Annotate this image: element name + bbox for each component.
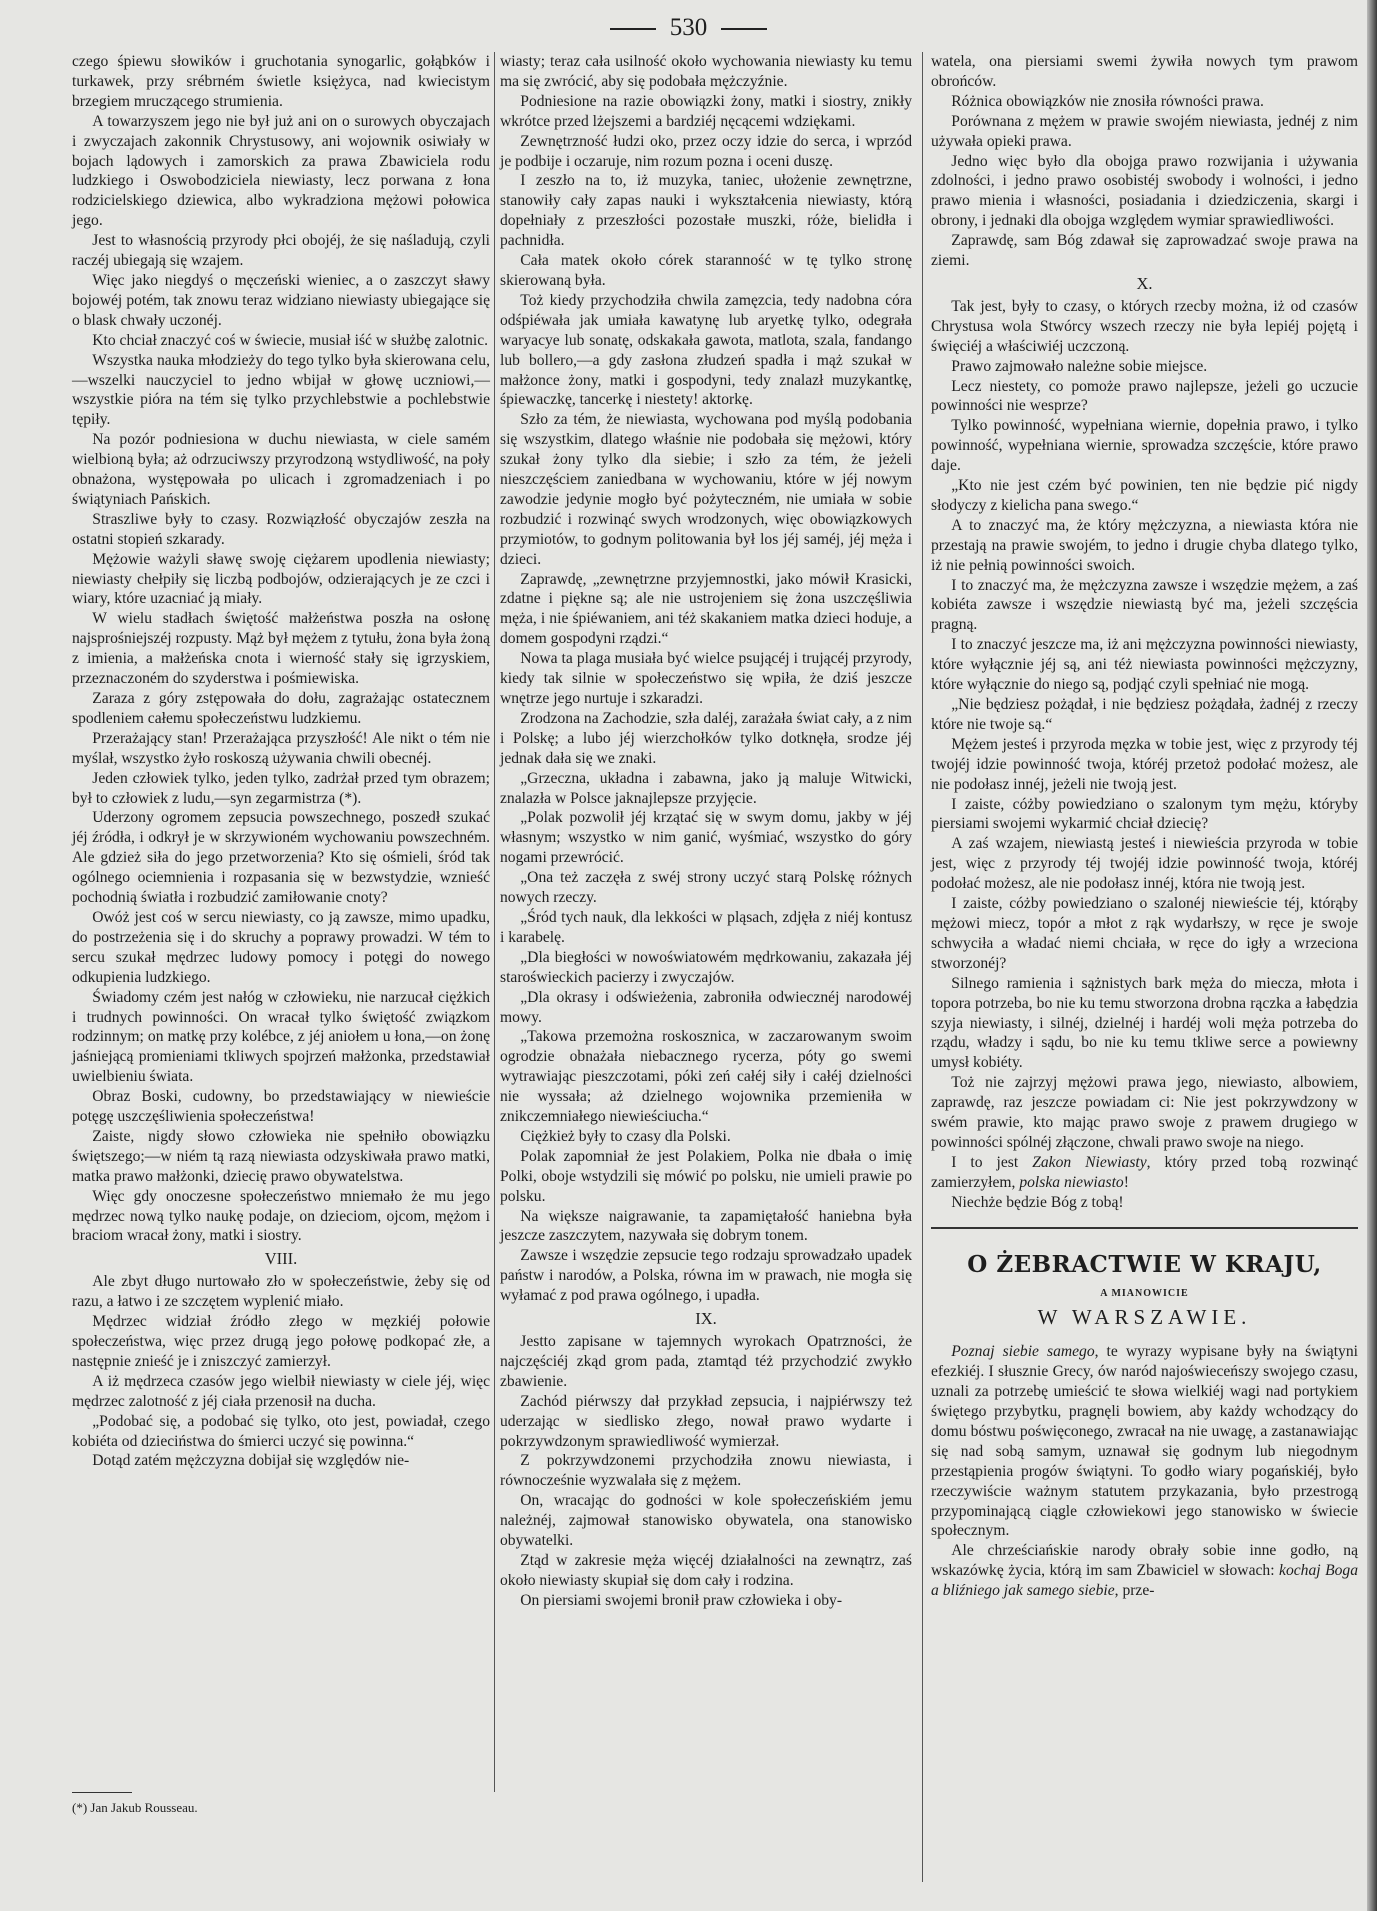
paragraph: Zewnętrzność łudzi oko, przez oczy idzie do serca, i wprzód je podbije i oczaruje, nim rozum pozna i oceni duszę. [500, 132, 912, 170]
italic-text: Zakon Niewiasty [1032, 1153, 1147, 1171]
paragraph: Więc gdy onoczesne społeczeństwo mniemało że mu jego mędrzec nową tylko naukę podaje, on dzieciom, ojcom, mężom i braciom wracał żony, matki i siostry. [72, 1187, 490, 1245]
paragraph: Zaiste, nigdy słowo człowieka nie spełniło obowiązku świętszego;—w niém tą razą niewiasta odzyskiwała prawo matki, matka prawo małżonki, dziecię prawo obywatelstwa. [72, 1127, 490, 1185]
paragraph: Nowa ta plaga musiała być wielce psującéj i trującéj przyrody, kiedy tak silnie w społeczeństwo się wpiła, że dziś jeszcze wnętrze jego nurtuje i szkaradzi. [500, 650, 912, 707]
paragraph: Uderzony ogromem zepsucia powszechnego, poszedł szukać jéj źródła, i odkrył je w skrzywioném wychowaniu powszechném. Ale gdzież siła do jego przetworzenia? Kto się ośmieli, śród tak ogólnego ociemnienia i rozpasania się w bezwstydzie, wznieść pochodnią światła i rozbudzić zamiłowanie cnoty? [72, 809, 490, 907]
paragraph: Tylko powinność, wypełniana wiernie, dopełnia prawo, i tylko powinność, wypełniana wiernie, sprowadza szczęście, które prawo daje. [931, 417, 1358, 475]
paragraph: „Polak pozwolił jéj krzątać się w swym domu, jakby w jéj własnym; wszystko w nim ganić, wyśmiać, wszystko do góry nogami przewrócić. [500, 809, 912, 867]
column-3 [931, 52, 1358, 1601]
text-run: ! [1123, 1173, 1129, 1191]
paragraph: Cała matek około córek staranność w tę tylko stronę skierowaną była. [500, 252, 912, 289]
paragraph: Ciężkież były to czasy dla Polski. [520, 1127, 731, 1145]
paragraph: Straszliwe były to czasy. Rozwiązłość obyczajów zeszła na ostatni stopień szkarady. [72, 510, 490, 548]
paragraph: watela, ona piersiami swemi żywiła nowych tym prawom obrońców. [931, 53, 1358, 90]
paragraph: A zaś wzajem, niewiastą jesteś i niewieścia przyroda w tobie jest, więc z przyrody téj twojéj idzie powinność twoja, któréj podołać możesz, ale nie podołasz innéj, która nie twoją jest. [931, 835, 1358, 893]
article-subtitle: W WARSZAWIE. [1037, 1305, 1252, 1330]
paragraph: Jest to własnością przyrody płci obojéj, że się naśladują, czyli raczéj ubiegają się wzajem. [72, 232, 490, 270]
paragraph: Na większe naigrawanie, ta zapamiętałość haniebna była jeszcze zaszczytem, nazywała się dobrym tonem. [500, 1207, 912, 1245]
paragraph: Owóż jest coś w sercu niewiasty, co ją zawsze, mimo upadku, do postrzeżenia się i do skruchy a poprawy prowadzi. W tém to sercu szukał mędrzec ludowy pomocy i potęgi do nowego odkupienia ludzkiego. [72, 908, 490, 986]
paragraph: wiasty; teraz cała usilność około wychowania niewiasty ku temu ma się zwrócić, aby się podobała mężczyźnie. [500, 53, 912, 90]
paragraph: I to znaczyć jeszcze ma, iż ani mężczyzna powinności niewiasty, które wyłącznie jéj są, ani téż niewiasta powinności mężczyzny, które wyłącznie do niego są, podjąć czyli spełniać nie mogą. [931, 636, 1358, 694]
paragraph: W wielu stadłach świętość małżeństwa poszła na osłonę najsprośniejszéj rozpusty. Mąż był mężem z tytułu, żona była żoną z imienia, a małżeńska cnota i wierność stały się igrzyskiem, przeznaczoném do szyderstwa i pośmiewiska. [72, 610, 490, 688]
paragraph: Lecz niestety, co pomoże prawo najlepsze, jeżeli go uczucie powinności nie wesprze? [931, 377, 1358, 415]
paragraph: Zaprawdę, sam Bóg zdawał się zaprowadzać swoje prawa na ziemi. [931, 232, 1358, 270]
paragraph: Świadomy czém jest nałóg w człowieku, nie narzucał ciężkich i trudnych powinności. On wracał tylko świętość związkom rodzinnym; on matkę przy kolébce, z jéj aniołem u łona,—on żonę jaśniejącą promieniami tkliwych spojrzeń małżonka, przedstawiał uwielbieniu świata. [72, 988, 490, 1086]
paragraph: Z pokrzywdzonemi przychodziła znowu niewiasta, i równocześnie wyzwalała się z mężem. [500, 1452, 912, 1490]
paragraph: Ale zbyt długo nurtowało zło w społeczeństwie, żeby się od razu, a łatwo i ze szczętem wyplenić miało. [72, 1273, 490, 1311]
paragraph: Polak zapomniał że jest Polakiem, Polka nie dbała o imię Polki, oboje wstydzili się mówić po polsku, nie umieli prawie po polsku. [500, 1147, 912, 1205]
paragraph: A to znaczyć ma, że który mężczyzna, a niewiasta która nie przestają na prawie swojém, to jedno i drugie chyba dlatego tylko, iż nie pełnią powinności swoich. [931, 516, 1358, 574]
paragraph: „Kto nie jest czém być powinien, ten nie będzie pić nigdy słodyczy z kielicha pana swego.“ [931, 477, 1358, 514]
paragraph: czego śpiewu słowików i gruchotania synogarlic, gołąbków i turkawek, przy srébrném świetle księżyca, nad kwiecistym brzegiem mruczącego strumienia. [72, 53, 490, 110]
paragraph: Różnica obowiązków nie znosiła równości prawa. [951, 92, 1264, 110]
dash-right [721, 28, 767, 30]
paragraph: I zaiste, cóżby powiedziano o szalonéj niewieście téj, którąby mężowi miecz, topór a młot z rąk wydarłszy, w ręce je swoje schwyciła a władać niemi chciała, w ręce do igły a wrzeciona stworzonéj? [931, 895, 1358, 972]
paragraph: Porównana z mężem w prawie swojém niewiasta, jednéj z nim używała opieki prawa. [931, 112, 1358, 150]
paragraph: „Grzeczna, układna i zabawna, jako ją maluje Witwicki, znalazła w Polsce jaknajlepsze przyjęcie. [500, 769, 912, 807]
paragraph [931, 1342, 1358, 1541]
paragraph: Toż nie zajrzyj mężowi prawa jego, niewiasto, albowiem, zaprawdę, raz jeszcze powiadam ci: Nie jest pokrzywdzony w swém prawie, kto mając prawo swoje z prawem drugiego w powinności spólnéj złączone, chwali prawo swoje na niego. [931, 1074, 1358, 1151]
paragraph: Dotąd zatém mężczyzna dobijał się względów nie- [92, 1452, 410, 1470]
paragraph [931, 1541, 1358, 1601]
paragraph: Tak jest, były to czasy, o których rzecby można, iż od czasów Chrystusa wola Stwórcy wszech rzeczy nie była lepiéj pojętą i święciéj a właściwiéj uczczoną. [931, 297, 1358, 355]
paragraph: Na pozór podniesiona w duchu niewiasta, w ciele samém wielbioną była; aż odrzuciwszy przyrodzoną wstydliwość, na poły obnażona, występowała po ulicach i zgromadzeniach i po świątyniach Pańskich. [72, 431, 490, 508]
page-number-text: 530 [669, 14, 708, 41]
text-run: , który przed tobą rozwinąć zamierzyłem, [931, 1153, 1358, 1191]
section-heading: VIII. [264, 1249, 298, 1269]
paragraph: Więc jako niegdyś o męczeński wieniec, a o zaszczyt sławy bojowéj potém, tak znowu teraz widziano niewiasty ubiegające się o blask chwały uczonéj. [72, 271, 490, 329]
paragraph: Zachód piérwszy dał przykład zepsucia, i najpiérwszy też uderzając w siedlisko złego, nował prawo wydarte i pokrzywdzonym sprawiedliwość wymierzał. [500, 1392, 912, 1450]
column-1 [72, 52, 490, 1471]
paragraph: Prawo zajmowało należne sobie miejsce. [951, 357, 1208, 375]
paragraph: Szło za tém, że niewiasta, wychowana pod myślą podobania się wszystkim, dlatego właśnie nie podobała się mężowi, który szukał żony tylko dla siebie; i szło za tém, że jeżeli nieszczęściem zaniedbana w wychowaniu, które w jéj nowym zawodzie jedynie mogło być pożyteczném, nie umiała w sobie rozbudzić i rozwinąć swych wrodzonych, więc obowiązkowych przymiotów, to godnym politowania był los jéj saméj, jéj męża i dzieci. [500, 411, 912, 568]
paragraph: „Podobać się, a podobać się tylko, oto jest, powiadał, czego kobiéta od dzieciństwa do śmierci uczyć się powinna.“ [72, 1412, 490, 1450]
text-run: , prze- [1114, 1582, 1155, 1600]
footnote: (*) Jan Jakub Rousseau. [72, 1800, 198, 1815]
paragraph: I zeszło na to, iż muzyka, taniec, ułożenie zewnętrzne, stanowiły cały zapas nauki i wykształcenia niewiasty, którą dopełniały z przeszłości pozostałe muszki, róże, bielidła i pachnidła. [500, 172, 912, 250]
paragraph: Wszystka nauka młodzieży do tego tylko była skierowana celu,—wszelki nauczyciel to jedno wbijał w głowę uczniowi,—wszystkie pióra na tém się tylko przychlebstwie a pochlebstwie tępiły. [72, 351, 490, 429]
section-rule [931, 1227, 1358, 1229]
text-run: Ale chrześciańskie narody obrały sobie inne godło, ną wskazówkę życia, którą im sam Zbawiciel w słowach: [931, 1542, 1358, 1580]
paragraph: „Dla biegłości w nowoświatowém mędrkowaniu, zakazała jéj staroświeckich pacierzy i zwyczajów. [500, 948, 912, 986]
paragraph: On, wracając do godności w kole społeczeńskiém jemu należnéj, zajmował stanowisko obywatela, ona stanowisko obywatelki. [500, 1492, 912, 1550]
scan-edge [1367, 0, 1377, 1911]
article-title: O ŻEBRACTWIE W KRAJU, [967, 1250, 1322, 1278]
paragraph: Kto chciał znaczyć coś w świecie, musiał iść w służbę zalotnic. [92, 331, 489, 349]
italic-text: kochaj Boga a bliźniego jak samego siebie [931, 1562, 1358, 1600]
footnote-rule [72, 1792, 132, 1793]
page-number [0, 14, 1377, 42]
paragraph: Niechże będzie Bóg z tobą! [951, 1193, 1124, 1211]
section-heading: IX. [695, 1309, 717, 1329]
paragraph: Mężem jesteś i przyroda męzka w tobie jest, więc z przyrody téj twojéj idzie powinność twoja, któréj przetoż podołać możesz, ale nie podołasz innéj, jeżeli nie twoją jest. [931, 735, 1358, 793]
paragraph: Ztąd w zakresie męża więcéj działalności na zewnątrz, zaś około niewiasty skupiał się dom cały i rodzina. [500, 1551, 912, 1589]
paragraph: Mężowie ważyli sławę swoję ciężarem upodlenia niewiasty; niewiasty chełpiły się liczbą podbojów, odzierających je ze czci i wiary, które uzacniać ją miały. [72, 550, 490, 608]
paragraph: Zrodzona na Zachodzie, szła daléj, zarażała świat cały, a z nim i Polskę; a lubo jéj wierzchołków tylko dotknęła, srodze jéj jednak dała się we znaki. [500, 709, 912, 767]
paragraph: Przerażający stan! Przerażająca przyszłość! Ale nikt o tém nie myślał, wszystko żyło roskoszą używania chwili obecnéj. [72, 729, 490, 767]
paragraph: „Nie będziesz pożądał, i nie będziesz pożądała, żadnéj z rzeczy które nie twoje są.“ [931, 696, 1358, 733]
paragraph: A iż mędrzeca czasów jego wielbił niewiasty w ciele jéj, więc mędrzec zalotność z jéj ciała przenosił na ducha. [72, 1372, 490, 1410]
paragraph: Jedno więc było dla obojga prawo rozwijania i używania zdolności, i jedno prawo osobistéj swobody i wolności, i jedno prawo mienia i własności, posiadania i dziedziczenia, skargi i obrony, i jednaki dla obojga względem wymiar sprawiedliwości. [931, 152, 1358, 230]
paragraph: Jestto zapisane w tajemnych wyrokach Opatrzności, że najczęściéj zkąd grom pada, ztamtąd téż przychodzić zwykło zbawienie. [500, 1333, 912, 1390]
paragraph: Silnego ramienia i sążnistych bark męża do miecza, młota i topora potrzeba, bo nie ku temu stworzona drobna rączka a łabędzia szyja niewiasty, i silnéj, dzielnéj i hardéj woli męża potrzeba do rządu, władzy i sądu, bo nie ku temu tkliwe serce a powiewny umysł kobiéty. [931, 974, 1358, 1072]
column-divider [922, 52, 923, 1882]
section-heading: X. [1136, 273, 1153, 293]
paragraph: I to znaczyć ma, że mężczyzna zawsze i wszędzie mężem, a zaś kobiéta zawsze i wszędzie niewiastą być ma, jeżeli szczęścia pragną. [931, 576, 1358, 634]
paragraph: Obraz Boski, cudowny, bo przedstawiający w niewieście potęgę uszczęśliwienia społeczeństwa! [72, 1088, 490, 1126]
article-subtitle-small: A MIANOWICIE [1100, 1288, 1189, 1300]
paragraph: Mędrzec widział źródło złego w męzkiéj połowie społeczeństwa, więc przez drugą jego połowę podkopać złe, a następnie znieść je i zniszczyć zamierzył. [72, 1313, 490, 1370]
dash-left [610, 28, 656, 30]
column-divider [494, 52, 495, 1792]
paragraph: „Dla okrasy i odświeżenia, zabroniła odwiecznéj narodowéj mowy. [500, 988, 912, 1026]
paragraph: A towarzyszem jego nie był już ani on o surowych obyczajach i zwyczajach zakonnik Chrystusowy, ani wojownik osiwiały w bojach lądowych i zamorskich za prawa Zbawiciela rodu ludzkiego i Oswobodziciela niewiasty, lecz porwana z łona rodzicielskiego dziewica, albo wykradziona mężowi połowica jego. [72, 112, 490, 230]
paragraph: On piersiami swojemi bronił praw człowieka i oby- [520, 1591, 843, 1609]
paragraph: Zawsze i wszędzie zepsucie tego rodzaju sprowadzało upadek państw i narodów, a Polska, równa im w prawach, nie mogła się wyłamać z pod prawa ogólnego, i upadła. [500, 1247, 912, 1305]
paragraph: Jeden człowiek tylko, jeden tylko, zadrżał przed tym obrazem; był to człowiek z ludu,—syn zegarmistrza (*). [72, 769, 490, 807]
paragraph: I zaiste, cóżby powiedziano o szalonym tym mężu, któryby piersiami swojemi wykarmić chciał dziecię? [931, 795, 1358, 833]
paragraph: Zaraza z góry zstępowała do dołu, zagrażając ostatecznem spodleniem całemu społeczeństwu ludzkiemu. [72, 690, 490, 727]
paragraph [931, 1153, 1358, 1193]
paragraph: Podniesione na razie obowiązki żony, matki i siostry, znikły wkrótce przed lżejszemi a bardziéj nęcącemi wdziękami. [500, 92, 912, 130]
column-2 [500, 52, 912, 1611]
text-run: I to jest [951, 1153, 1033, 1171]
paragraph: „Takowa przemożna roskosznica, w zaczarowanym swoim ogrodzie obnażała niebacznego rycerza, póty go swemi wytrawiając pieszczotami, póki zeń całéj siły i całéj dzielności nie wyssała; aż dzielnego wojownika przemieniła w znikczemniałego niewieściucha.“ [500, 1028, 912, 1126]
text-run: , te wyrazy wypisane były na świątyni efezkiéj. I słusznie Grecy, ów naród najoświeceńszy swojego czasu, uznali za potrzebę umieścić te słowa wielkiéj wagi nad portykiem świętego przybytku, pragnęli bowiem, aby każdy wchodzący do domu bóstwu poświęconego, zwracał na nie uwagę, a zastanawiając się nad sobą samym, uznawał się godnym lub niegodnym przestąpienia progów świątyni. To godło wiary pogańskiéj, było rzeczywiście ważnym statutem przykazania, było przestrogą przypominającą ciągle człowiekowi jego stanowisko w świecie społecznym. [931, 1343, 1358, 1540]
paragraph: „Śród tych nauk, dla lekkości w pląsach, zdjęła z niéj kontusz i karabelę. [500, 908, 912, 946]
italic-text: Poznaj siebie samego [951, 1343, 1095, 1361]
paragraph: Zaprawdę, „zewnętrzne przyjemnostki, jako mówił Krasicki, zdatne i piękne są; ale nie ustrojeniem się żona uszczęśliwia męża, i nie śpiéwaniem, ani téż skakaniem matka dzieci hoduje, a domem gospodyni rządzi.“ [500, 570, 912, 648]
italic-text: polska niewiasto [1019, 1173, 1124, 1191]
paragraph: „Ona też zaczęła z swéj strony uczyć starą Polskę różnych nowych rzeczy. [500, 869, 912, 907]
paragraph: Toż kiedy przychodziła chwila zamęzcia, tedy nadobna córa odśpiéwała jak umiała kawatynę lub aryetkę tylko, odegrała waryacye lub sonatę, odskakała gawota, matlota, szala, fandango lub bollero,—a gdy zasłona złudzeń spadła i mąż szukał w małżonce żony, matki i gospodyni, tedy znalazł muzykantkę, śpiewaczkę, tancerkę i niestety! aktorkę. [500, 291, 912, 409]
